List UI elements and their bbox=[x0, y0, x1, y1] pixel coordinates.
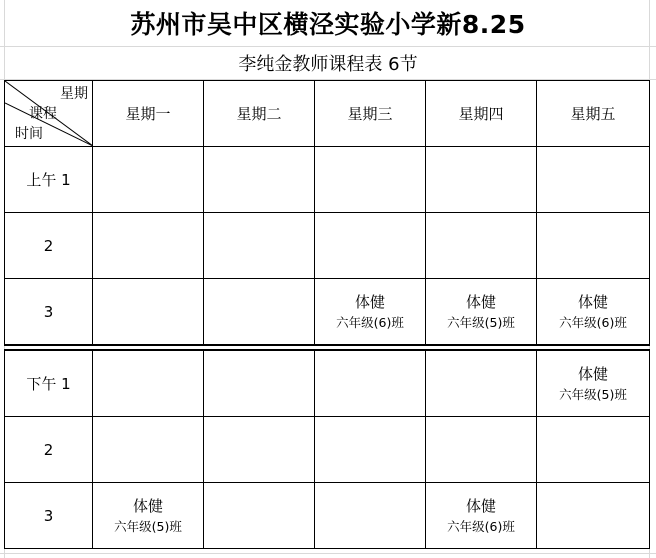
schedule-cell[interactable] bbox=[537, 279, 650, 346]
schedule-cell[interactable] bbox=[315, 350, 426, 417]
day-header-tue[interactable]: 星期二 bbox=[204, 81, 315, 147]
teacher-subtitle[interactable]: 李纯金教师课程表 6节 bbox=[238, 54, 418, 75]
day-header-thu[interactable]: 星期四 bbox=[426, 81, 537, 147]
lesson-class: 六年级(6)班 bbox=[336, 314, 404, 330]
schedule-cell[interactable] bbox=[426, 417, 537, 483]
lesson-subject: 体健 bbox=[354, 292, 385, 311]
period-label[interactable]: 3 bbox=[5, 483, 93, 549]
schedule-cell[interactable] bbox=[204, 483, 315, 549]
gridline bbox=[0, 553, 656, 554]
schedule-cell[interactable] bbox=[426, 213, 537, 279]
schedule-cell[interactable] bbox=[426, 483, 537, 549]
schedule-cell[interactable] bbox=[204, 147, 315, 213]
lesson-subject: 体健 bbox=[465, 292, 496, 311]
schedule-cell[interactable] bbox=[93, 483, 204, 549]
am-period-row bbox=[5, 279, 650, 346]
schedule-cell[interactable] bbox=[204, 350, 315, 417]
schedule-cell[interactable] bbox=[315, 279, 426, 346]
schedule-cell[interactable] bbox=[426, 350, 537, 417]
am-period-row bbox=[5, 213, 650, 279]
lesson-subject: 体健 bbox=[577, 292, 608, 311]
period-label[interactable]: 上午 1 bbox=[5, 147, 93, 213]
schedule-cell[interactable] bbox=[204, 417, 315, 483]
pm-period-row bbox=[5, 417, 650, 483]
header-row bbox=[5, 81, 650, 147]
schedule-cell[interactable] bbox=[93, 417, 204, 483]
schedule-cell[interactable] bbox=[204, 213, 315, 279]
corner-cell[interactable] bbox=[5, 81, 93, 147]
schedule-cell[interactable] bbox=[426, 147, 537, 213]
schedule-cell[interactable] bbox=[537, 483, 650, 549]
schedule-cell[interactable] bbox=[93, 350, 204, 417]
schedule-cell[interactable] bbox=[315, 417, 426, 483]
period-label[interactable]: 下午 1 bbox=[5, 350, 93, 417]
schedule-cell[interactable] bbox=[315, 147, 426, 213]
schedule-title[interactable]: 苏州市吴中区横泾实验小学新8.25 bbox=[130, 10, 526, 39]
lesson-class: 六年级(5)班 bbox=[114, 518, 182, 534]
lesson-subject: 体健 bbox=[132, 496, 163, 515]
schedule-cell[interactable] bbox=[204, 279, 315, 346]
pm-period-row bbox=[5, 483, 650, 549]
schedule-cell[interactable] bbox=[93, 147, 204, 213]
schedule-cell[interactable] bbox=[426, 279, 537, 346]
schedule-cell[interactable] bbox=[93, 213, 204, 279]
schedule-cell[interactable] bbox=[315, 213, 426, 279]
am-period-row bbox=[5, 147, 650, 213]
lesson-subject: 体健 bbox=[465, 496, 496, 515]
schedule-cell[interactable] bbox=[537, 147, 650, 213]
schedule-cell[interactable] bbox=[93, 279, 204, 346]
schedule-cell[interactable] bbox=[537, 213, 650, 279]
period-label[interactable]: 2 bbox=[5, 417, 93, 483]
schedule-cell[interactable] bbox=[537, 417, 650, 483]
period-label[interactable]: 2 bbox=[5, 213, 93, 279]
lesson-class: 六年级(6)班 bbox=[559, 314, 627, 330]
schedule-cell[interactable] bbox=[315, 483, 426, 549]
period-label[interactable]: 3 bbox=[5, 279, 93, 346]
day-header-fri[interactable]: 星期五 bbox=[537, 81, 650, 147]
lesson-class: 六年级(5)班 bbox=[447, 314, 515, 330]
corner-weekday-label: 星期 bbox=[60, 86, 88, 102]
diagonal-header bbox=[5, 81, 92, 146]
schedule-cell[interactable] bbox=[537, 350, 650, 417]
day-header-mon[interactable]: 星期一 bbox=[93, 81, 204, 147]
day-header-wed[interactable]: 星期三 bbox=[315, 81, 426, 147]
morning-table bbox=[4, 80, 650, 346]
lesson-class: 六年级(6)班 bbox=[447, 518, 515, 534]
afternoon-table bbox=[4, 349, 650, 549]
lesson-subject: 体健 bbox=[577, 364, 608, 383]
corner-course-label: 课程 bbox=[29, 106, 57, 122]
corner-time-label: 时间 bbox=[15, 126, 43, 142]
pm-period-row bbox=[5, 350, 650, 417]
lesson-class: 六年级(5)班 bbox=[559, 386, 627, 402]
